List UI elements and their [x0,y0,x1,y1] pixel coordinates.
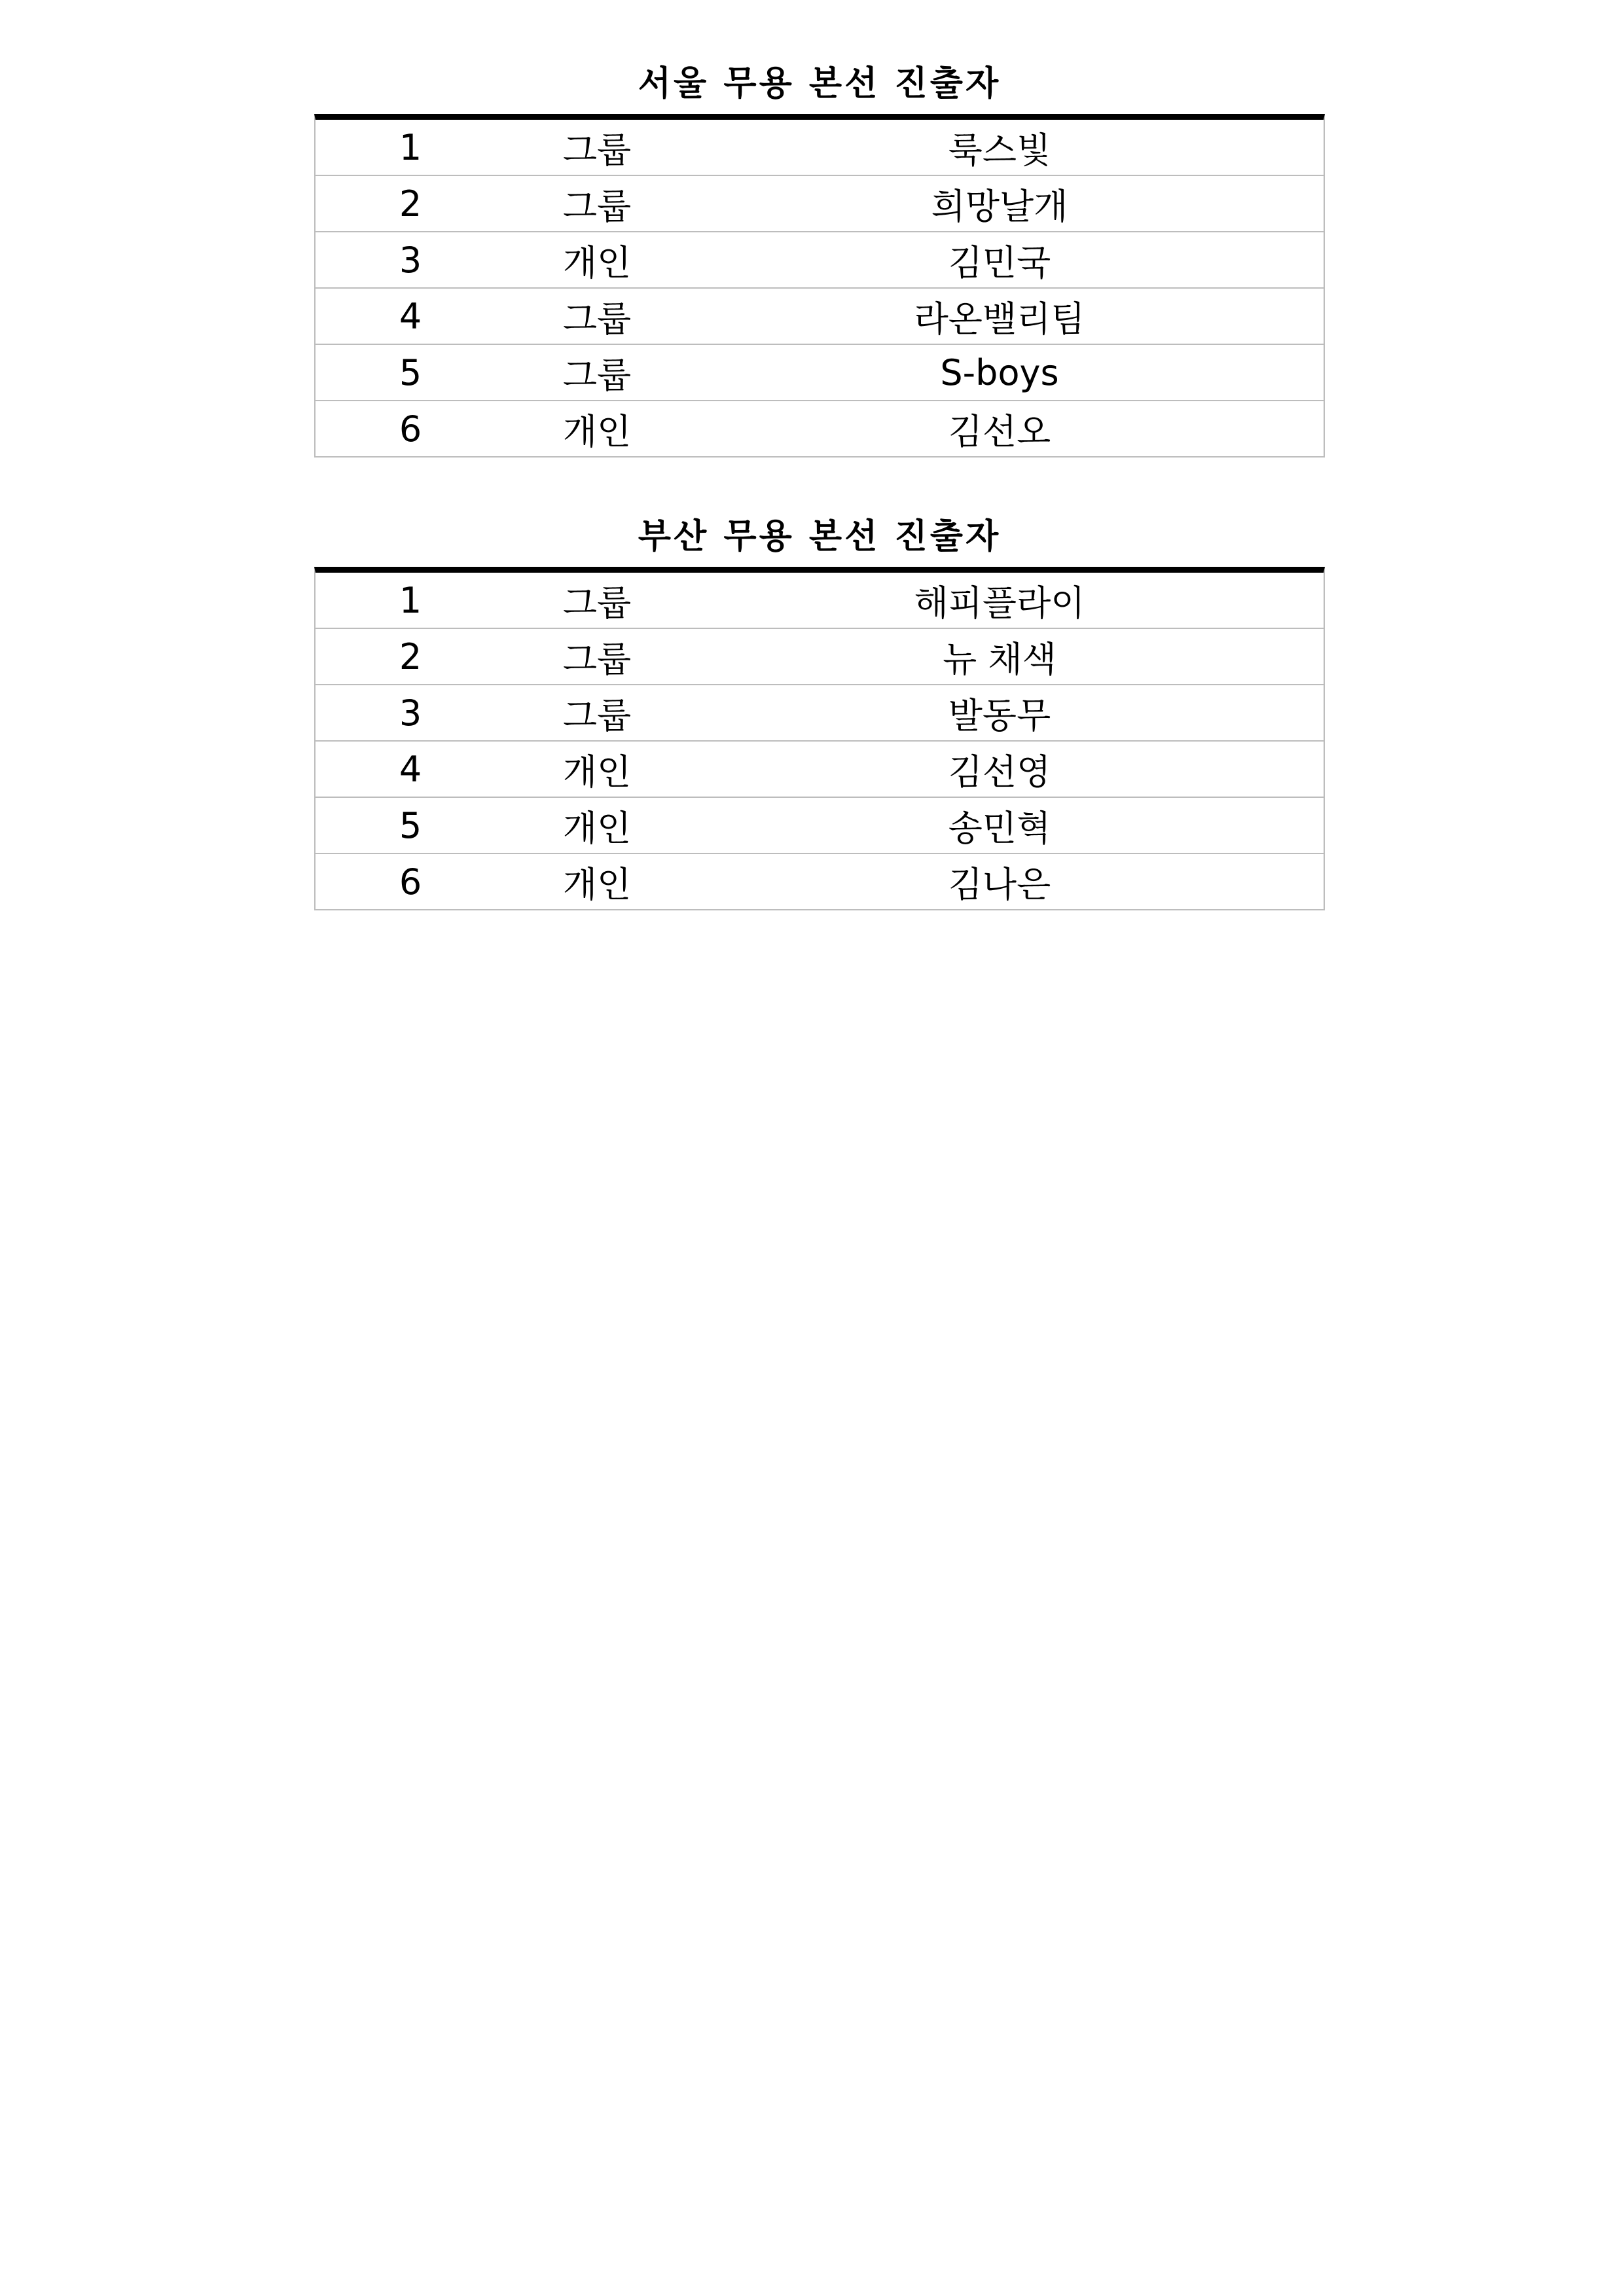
entry-type: 그룹 [562,638,632,680]
entry-type: 개인 [562,863,632,905]
entry-type: 그룹 [562,582,632,624]
table-row [316,742,1324,798]
entry-name: 김선영 [948,751,1051,793]
entry-name: 김나은 [948,863,1051,905]
row-number: 5 [399,804,422,846]
row-number: 4 [399,295,422,337]
entry-name: 뉴 채색 [943,638,1056,680]
entry-name: 해피플라이 [914,582,1085,624]
busan-finalists-section [314,507,1325,910]
entry-name: 발동무 [948,694,1051,736]
seoul-finalists-section [314,54,1325,457]
row-number: 5 [399,351,422,393]
section-title: 서울 무용 본선 진출자 [638,64,1001,103]
entry-type: 그룹 [562,298,632,340]
row-number: 2 [399,183,422,224]
entry-type: 그룹 [562,354,632,396]
entry-name: S-boys [940,351,1059,393]
entry-name: 김선오 [948,410,1051,452]
entry-type: 개인 [562,751,632,793]
finalists-table [314,114,1325,457]
row-number: 4 [399,748,422,790]
table-row [316,854,1324,910]
entry-name: 희망날개 [931,185,1068,227]
row-number: 2 [399,636,422,677]
table-row [316,573,1324,629]
entry-name: 김민국 [948,242,1051,283]
table-row [316,629,1324,685]
table-row [316,798,1324,854]
row-number: 6 [399,861,422,903]
entry-name: 송민혁 [948,807,1051,849]
table-row [316,232,1324,289]
row-number: 1 [399,126,422,168]
row-number: 3 [399,692,422,734]
entry-type: 그룹 [562,694,632,736]
row-number: 3 [399,239,422,281]
finalists-table [314,567,1325,910]
table-row [316,289,1324,345]
entry-type: 개인 [562,242,632,283]
row-number: 1 [399,579,422,621]
table-row [316,685,1324,742]
section-title: 부산 무용 본선 진출자 [638,517,1001,556]
entry-type: 그룹 [562,185,632,227]
entry-name: 라온밸리팀 [914,298,1085,340]
table-row [316,345,1324,401]
entry-type: 그룹 [562,129,632,171]
entry-type: 개인 [562,807,632,849]
table-row [316,401,1324,457]
table-row [316,176,1324,232]
entry-name: 룩스빛 [948,129,1051,171]
entry-type: 개인 [562,410,632,452]
table-row [316,120,1324,176]
row-number: 6 [399,408,422,450]
